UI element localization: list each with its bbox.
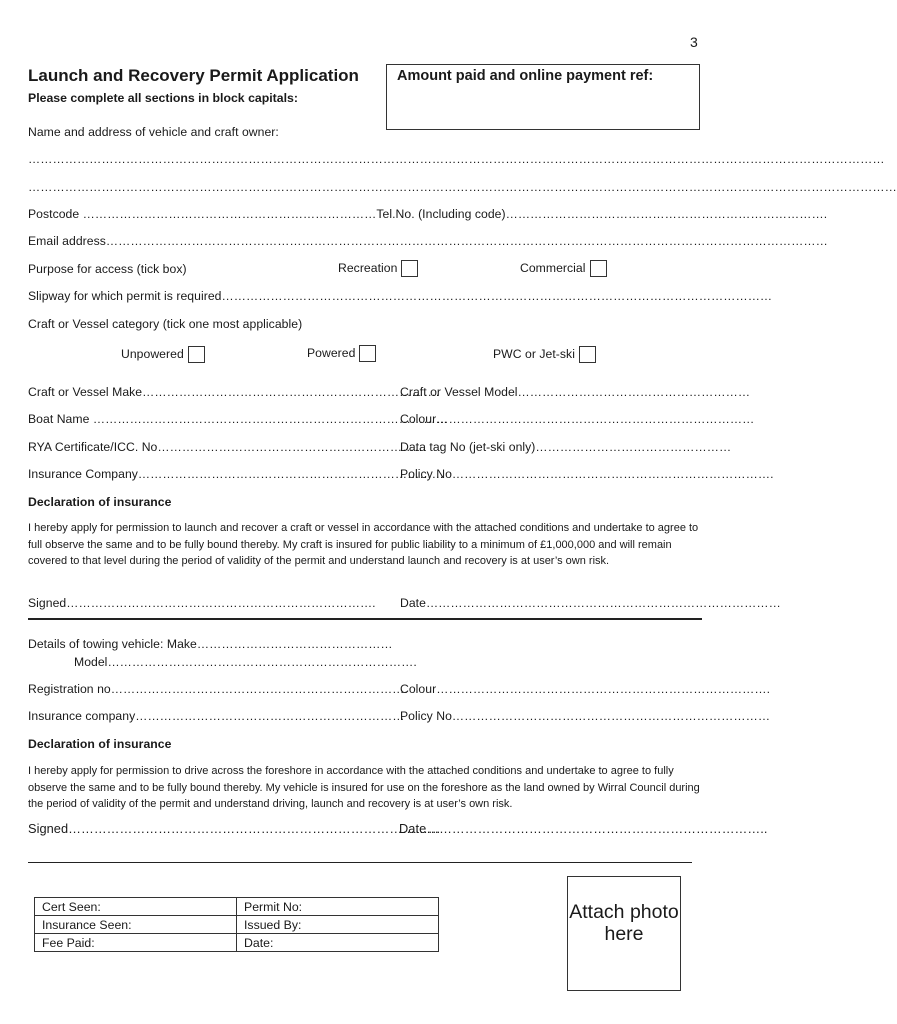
category-label: Craft or Vessel category (tick one most applicable) xyxy=(28,317,303,331)
email-field[interactable]: Email address…………………………………………………………………………………………………………………………………………………………… xyxy=(28,234,828,248)
declaration-2-date-field[interactable]: Date…………………………………………………………………….. xyxy=(399,821,768,836)
recreation-checkbox[interactable] xyxy=(401,260,418,277)
rya-certificate-field[interactable]: RYA Certificate/ICC. No………………………………………………………… xyxy=(28,440,427,454)
date-cell[interactable]: Date: xyxy=(237,934,439,952)
towing-colour-field[interactable]: Colour………………………………………………………………………. xyxy=(400,682,771,696)
purpose-recreation-option[interactable] xyxy=(338,260,418,277)
bottom-divider xyxy=(28,862,692,863)
declaration-2-signed-field[interactable]: Signed…………………………………………………………………………… xyxy=(28,821,441,836)
declaration-1-heading: Declaration of insurance xyxy=(28,495,172,509)
photo-box[interactable] xyxy=(567,876,681,991)
powered-label: Powered xyxy=(307,346,356,360)
declaration-1-date-field[interactable]: Date…………………………………………………………………………… xyxy=(400,596,781,610)
unpowered-checkbox[interactable] xyxy=(188,346,205,363)
declaration-2-text: I hereby apply for permission to drive across the foreshore in accordance with the attached conditions and undertake to agree to fully observe the same and to be fully bound thereby. My vehicle is insured for use on the foreshore as the land owned by Wirral Council during the period of validity of the permit and understand driving, launch and recovery is at user’s own risk. xyxy=(28,765,700,810)
category-pwc-option[interactable] xyxy=(493,346,596,363)
powered-checkbox[interactable] xyxy=(359,345,376,362)
form-subtitle: Please complete all sections in block capitals: xyxy=(28,91,298,105)
commercial-checkbox[interactable] xyxy=(590,260,607,277)
declaration-2-heading: Declaration of insurance xyxy=(28,737,172,751)
payment-box-label: Amount paid and online payment ref: xyxy=(397,68,654,84)
craft-insurance-company-field[interactable]: Insurance Company………………………………………………………………… xyxy=(28,467,444,481)
towing-make-field[interactable]: Details of towing vehicle: Make………………………………………… xyxy=(28,637,393,651)
towing-insurance-company-field[interactable]: Insurance company………………………………………………………… xyxy=(28,709,405,723)
owner-address-line-1[interactable]: ………………………………………………………………………………………………………………………………………………………………………………………… xyxy=(28,152,885,166)
craft-make-field[interactable]: Craft or Vessel Make………………………………………………………………. xyxy=(28,385,440,399)
towing-policy-no-field[interactable]: Policy No…………………………………………………………………… xyxy=(400,709,771,723)
boat-name-field[interactable]: Boat Name …………………………………………………………………………… xyxy=(28,412,448,426)
declaration-1-signed-field[interactable]: Signed…………………………………………………………………. xyxy=(28,596,376,610)
issued-by-cell[interactable]: Issued By: xyxy=(237,916,439,934)
pwc-checkbox[interactable] xyxy=(579,346,596,363)
insurance-seen-cell[interactable]: Insurance Seen: xyxy=(35,916,237,934)
form-title: Launch and Recovery Permit Application xyxy=(28,66,359,85)
section-divider xyxy=(28,618,702,620)
page-number: 3 xyxy=(690,34,698,50)
payment-box[interactable] xyxy=(386,64,700,130)
owner-name-address-label: Name and address of vehicle and craft owner: xyxy=(28,125,279,139)
craft-policy-no-field[interactable]: Policy No……………………………………………………………………. xyxy=(400,467,774,481)
table-row xyxy=(35,916,439,934)
slipway-field[interactable]: Slipway for which permit is required……………………………………………………………………………………………………………………… xyxy=(28,289,773,303)
craft-model-field[interactable]: Craft or Vessel Model………………………………………………… xyxy=(400,385,751,399)
craft-colour-field[interactable]: Colour…………………………………………………………………… xyxy=(400,412,755,426)
towing-registration-field[interactable]: Registration no………………………………………………………………. xyxy=(28,682,408,696)
towing-model-field[interactable]: Model…………………………………………………………………. xyxy=(74,655,417,669)
fee-paid-cell[interactable]: Fee Paid: xyxy=(35,934,237,952)
pwc-label: PWC or Jet-ski xyxy=(493,347,575,361)
purpose-label: Purpose for access (tick box) xyxy=(28,262,187,276)
unpowered-label: Unpowered xyxy=(121,347,184,361)
declaration-1-text: I hereby apply for permission to launch and recover a craft or vessel in accordance with the attached conditions and undertake to agree to full observe the same and to be fully bound thereby. My craft is insured for public liability to a minimum of £1,000,000 and will remain covered to that level during the period of validity of the permit and understand launch and recovery is at user’s own risk. xyxy=(28,522,699,567)
cert-seen-cell[interactable]: Cert Seen: xyxy=(35,898,237,916)
permit-no-cell[interactable]: Permit No: xyxy=(237,898,439,916)
purpose-commercial-option[interactable] xyxy=(520,260,607,277)
category-powered-option[interactable] xyxy=(307,345,376,362)
table-row xyxy=(35,934,439,952)
photo-box-label: Attach photo here xyxy=(569,901,679,945)
owner-address-line-2[interactable]: …………………………………………………………………………………………………………………………………………………………………………………………… xyxy=(28,180,897,194)
commercial-label: Commercial xyxy=(520,261,586,275)
category-unpowered-option[interactable] xyxy=(121,346,205,363)
postcode-telephone-field[interactable]: Postcode ………………………………………………………………Tel.No. (Including code)……………………………………………………………………. xyxy=(28,207,828,221)
table-row xyxy=(35,898,439,916)
data-tag-field[interactable]: Data tag No (jet-ski only)………………………………………… xyxy=(400,440,732,454)
office-use-table xyxy=(34,897,439,952)
recreation-label: Recreation xyxy=(338,261,398,275)
